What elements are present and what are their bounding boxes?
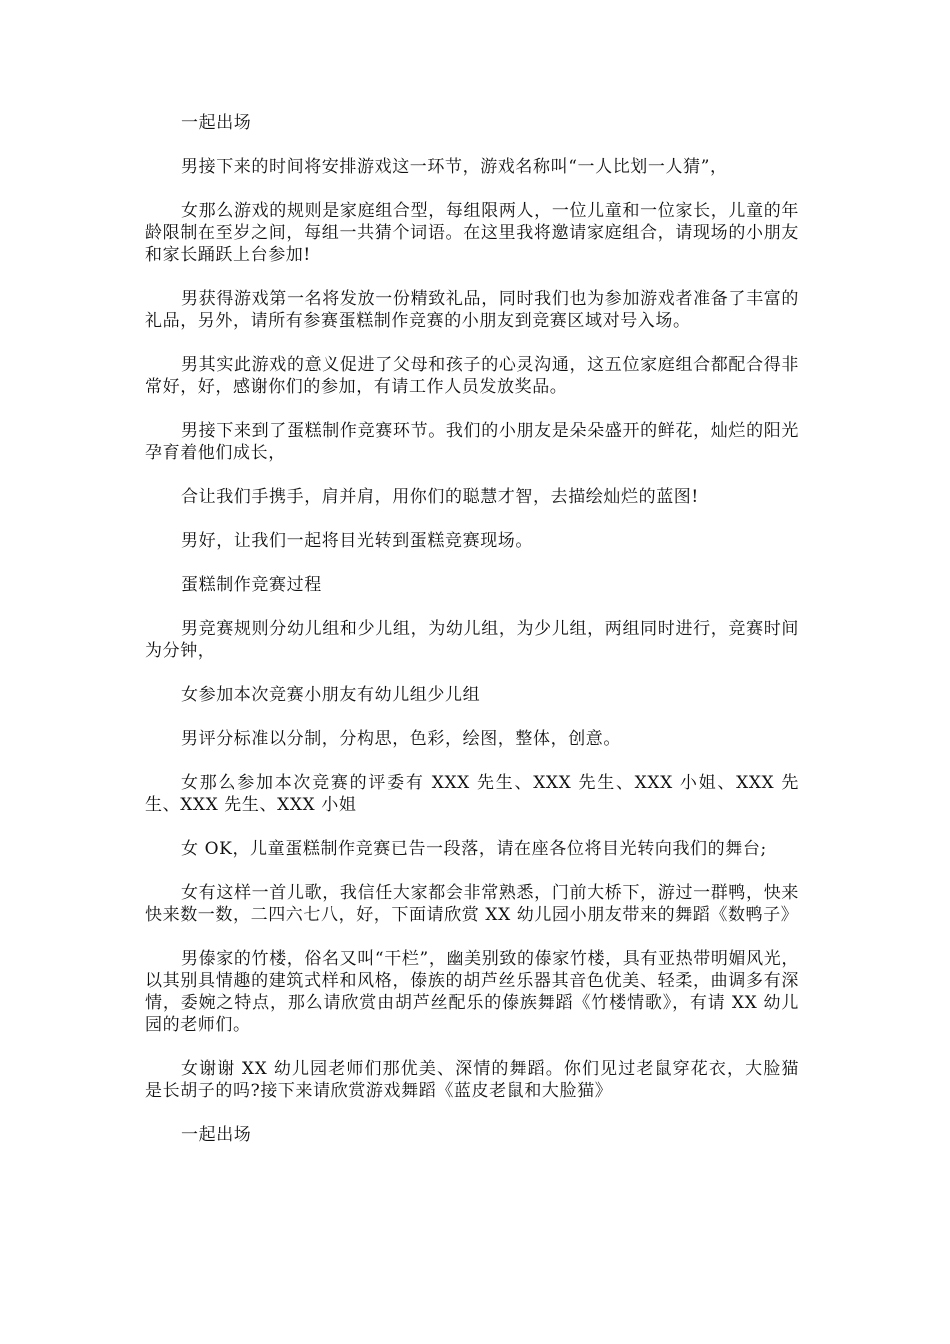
paragraph: 男获得游戏第一名将发放一份精致礼品，同时我们也为参加游戏者准备了丰富的礼品，另外，请所有参赛蛋糕制作竞赛的小朋友到竞赛区域对号入场。: [145, 289, 799, 331]
paragraph: 男竞赛规则分幼儿组和少儿组，为幼儿组，为少儿组，两组同时进行，竞赛时间为分钟，: [145, 619, 799, 661]
paragraph: 女参加本次竞赛小朋友有幼儿组少儿组: [181, 685, 481, 705]
paragraph: 女那么参加本次竞赛的评委有 XXX 先生、XXX 先生、XXX 小姐、XXX 先生、XXX 先生、XXX 小姐: [145, 773, 799, 815]
paragraph: 一起出场: [181, 1125, 252, 1145]
section-heading: 蛋糕制作竞赛过程: [181, 575, 322, 595]
paragraph: 男接下来到了蛋糕制作竞赛环节。我们的小朋友是朵朵盛开的鲜花，灿烂的阳光孕育着他们成长，: [145, 421, 799, 463]
paragraph: 男好，让我们一起将目光转到蛋糕竞赛现场。: [181, 531, 533, 551]
paragraph: 女有这样一首儿歌，我信任大家都会非常熟悉，门前大桥下，游过一群鸭，快来快来数一数，二四六七八，好，下面请欣赏 XX 幼儿园小朋友带来的舞蹈《数鸭子》: [145, 883, 799, 925]
paragraph: 男评分标准以分制，分构思，色彩，绘图，整体，创意。: [181, 729, 621, 749]
paragraph: 男接下来的时间将安排游戏这一环节，游戏名称叫“一人比划一人猜”，: [181, 157, 728, 177]
paragraph: 女那么游戏的规则是家庭组合型，每组限两人，一位儿童和一位家长，儿童的年龄限制在至岁之间，每组一共猜个词语。在这里我将邀请家庭组合，请现场的小朋友和家长踊跃上台参加!: [145, 201, 799, 265]
paragraph: 女 OK，儿童蛋糕制作竞赛已告一段落，请在座各位将目光转向我们的舞台;: [181, 839, 767, 859]
paragraph: 一起出场: [181, 113, 252, 133]
paragraph: 男傣家的竹楼，俗名又叫“干栏”，幽美别致的傣家竹楼，具有亚热带明媚风光，以其别具情趣的建筑式样和风格，傣族的胡芦丝乐器其音色优美、轻柔，曲调多有深情，委婉之特点，那么请欣赏由胡芦丝配乐的傣族舞蹈《竹楼情歌》，有请 XX 幼儿园的老师们。: [145, 949, 799, 1035]
document-body: [145, 112, 799, 1168]
paragraph: 女谢谢 XX 幼儿园老师们那优美、深情的舞蹈。你们见过老鼠穿花衣，大脸猫是长胡子的吗?接下来请欣赏游戏舞蹈《蓝皮老鼠和大脸猫》: [145, 1059, 799, 1101]
paragraph: 男其实此游戏的意义促进了父母和孩子的心灵沟通，这五位家庭组合都配合得非常好，好，感谢你们的参加，有请工作人员发放奖品。: [145, 355, 799, 397]
paragraph: 合让我们手携手，肩并肩，用你们的聪慧才智，去描绘灿烂的蓝图!: [181, 487, 699, 507]
